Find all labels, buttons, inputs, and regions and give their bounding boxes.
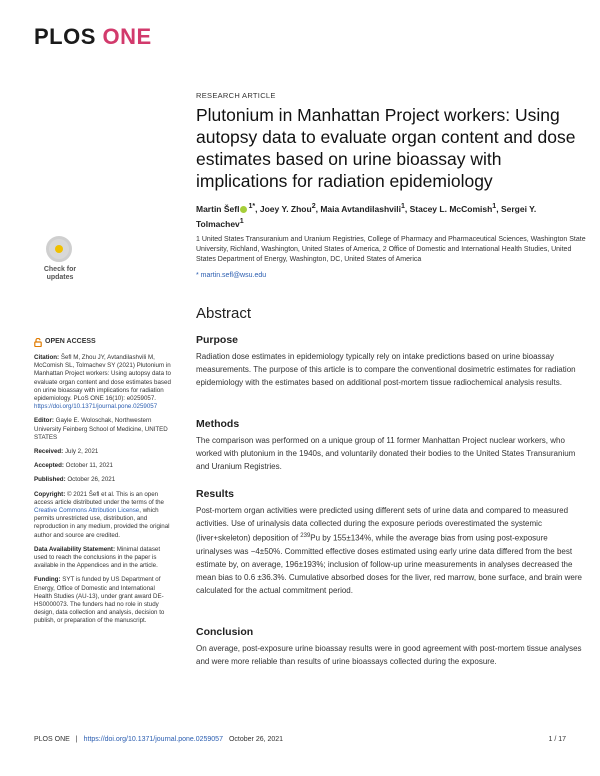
check-updates-text — [34, 266, 86, 282]
received-date: July 2, 2021 — [63, 448, 99, 456]
open-access-badge — [34, 338, 174, 347]
article-type: RESEARCH ARTICLE — [196, 91, 276, 100]
open-lock-icon — [34, 338, 42, 347]
conclusion-heading: Conclusion — [196, 626, 254, 638]
citation-label: Citation: — [34, 354, 60, 361]
check-updates-line1: Check for — [43, 266, 77, 273]
footer-journal: PLOS ONE — [34, 736, 70, 743]
results-text-part1: Post-mortem organ activities were predicted using different sets of urine data and compared to measured activities. Use of urinalysis data collected during the exposure periods overestimated the systemic (liver+skeleton) deposition of — [196, 506, 569, 543]
cc-license-link[interactable]: Creative Commons Attribution License — [34, 507, 140, 515]
author-sergei-sup: 1 — [239, 216, 244, 225]
purpose-section — [196, 334, 582, 389]
published-block — [34, 476, 174, 484]
page-footer — [34, 736, 566, 743]
isotope-superscript: 239 — [300, 533, 311, 539]
results-section — [196, 488, 582, 597]
affiliations: 1 United States Transuranium and Uranium Registries, College of Pharmacy and Pharmaceutical Sciences, Washington State University, Richland, Washington, United States of America, 2 Office of Domestic and International Health Studies, United States Department of Energy, Washington, DC, United States of America — [196, 236, 586, 263]
footer-separator: | — [75, 736, 78, 743]
citation-doi-link[interactable]: https://doi.org/10.1371/journal.pone.0259057 — [34, 403, 158, 411]
methods-heading: Methods — [196, 418, 240, 430]
purpose-text: Radiation dose estimates in epidemiology typically rely on intake predictions based on urine bioassay measurements. The purpose of this article is to compare the conventional dosimetric estimates for radiation epidemiology with the estimates based on additional post-mortem tissue radiochemical analysis results. — [196, 352, 576, 387]
check-updates-icon — [46, 236, 72, 262]
author-sefl-marks: 1* — [248, 202, 256, 210]
purpose-heading: Purpose — [196, 334, 239, 346]
logo-one: ONE — [102, 24, 152, 49]
author-avtandilashvili[interactable]: , Maia Avtandilashvili — [315, 203, 401, 214]
orcid-icon[interactable] — [240, 206, 247, 213]
author-list — [196, 200, 576, 230]
author-zhou[interactable]: , Joey Y. Zhou — [255, 203, 312, 214]
received-block — [34, 448, 174, 456]
funding-text: SYT is funded by US Department of Energy, Office of Domestic and International Health Studies (AU-13), under grant award DE-HS0000073. The funders had no role in study design, data collection and analysis, decision to publish, or preparation of the manuscript. — [34, 576, 165, 625]
article-info-sidebar — [34, 338, 174, 632]
results-text — [196, 504, 582, 597]
editor-label: Editor: — [34, 417, 54, 425]
citation-text: Šefl M, Zhou JY, Avtandilashvili M, McComish SL, Tolmachev SY (2021) Plutonium in Manhattan Project workers: Using autopsy data to evaluate organ content and dose estimates based on urine bioassay with implications for radiation epidemiology. PLoS ONE 16(10): e0259057. — [34, 354, 171, 403]
copyright-block — [34, 491, 174, 540]
copyright-text: © 2021 Šefl et al. This is an open access article distributed under the terms of the — [34, 490, 165, 506]
funding-label: Funding: — [34, 576, 61, 584]
author-maia-sup: 1 — [400, 202, 405, 210]
abstract-heading: Abstract — [196, 305, 252, 322]
data-availability-block — [34, 546, 174, 571]
footer-date: October 26, 2021 — [228, 736, 284, 743]
results-heading: Results — [196, 488, 234, 500]
methods-section — [196, 418, 582, 473]
copyright-text-2: , which permits unrestricted use, distribution, and reproduction in any medium, provided the original author and source are credited. — [34, 507, 170, 539]
data-availability-text: Minimal dataset used to reach the conclusions in the paper is available in the Appendices and in the article. — [34, 545, 161, 570]
footer-doi-link[interactable]: https://doi.org/10.1371/journal.pone.0259057 — [83, 736, 223, 743]
check-for-updates-badge[interactable] — [34, 236, 86, 292]
author-zhou-sup: 2 — [311, 202, 316, 210]
published-label: Published: — [34, 476, 66, 484]
received-label: Received: — [34, 448, 64, 456]
conclusion-text: On average, post-exposure urine bioassay results were in good agreement with post-mortem tissue analyses and were more reliable than results of urine bioassays collected during the exposure. — [196, 644, 582, 666]
results-text-part2: Pu by 155±134%, while the average bias from using post-exposure urinalyses was −4±50%. Committed effective doses estimated using early urine data differed from the best estimate by, on average, 196±193%; inclusion of follow-up urine measurements in analyses decreased the mean bias to 0.6 ±36.3%. Cumulative absorbed doses for the liver, red marrow, bone surface, and brain were calculated for the actual commitment period. — [196, 533, 582, 595]
journal-logo[interactable] — [34, 24, 152, 50]
copyright-label: Copyright: — [34, 490, 66, 498]
corresponding-email[interactable]: * martin.sefl@wsu.edu — [196, 272, 267, 279]
author-mccomish[interactable]: , Stacey L. McComish — [404, 203, 493, 214]
published-date: October 26, 2021 — [65, 476, 116, 484]
data-availability-label: Data Availability Statement: — [34, 545, 116, 553]
editor-block — [34, 417, 174, 442]
footer-left — [34, 736, 289, 743]
citation-block — [34, 354, 174, 411]
funding-block — [34, 576, 174, 625]
article-title: Plutonium in Manhattan Project workers: Using autopsy data to evaluate organ content and dose estimates based on urine bioassay with implications for radiation epidemiology — [196, 105, 576, 191]
open-access-label: OPEN ACCESS — [45, 338, 96, 346]
editor-text: Gayle E. Woloschak, Northwestern University Feinberg School of Medicine, UNITED STATES — [34, 417, 168, 441]
methods-text: The comparison was performed on a unique group of 11 former Manhattan Project nuclear workers, who worked with plutonium in the 1940s, and voluntarily donated their bodies to the United States Transuranium and Uranium Registries. — [196, 436, 576, 471]
author-sefl[interactable]: Martin Šefl — [196, 203, 240, 214]
logo-plos: PLOS — [34, 24, 96, 49]
accepted-label: Accepted: — [34, 462, 64, 470]
accepted-block — [34, 462, 174, 470]
check-updates-line2: updates — [46, 274, 74, 281]
conclusion-section — [196, 626, 582, 668]
accepted-date: October 11, 2021 — [63, 462, 113, 470]
author-tolmachev[interactable]: , Sergei Y. Tolmachev — [196, 203, 537, 229]
author-stacey-sup: 1 — [492, 202, 497, 210]
page-number: 1 / 17 — [548, 736, 566, 743]
